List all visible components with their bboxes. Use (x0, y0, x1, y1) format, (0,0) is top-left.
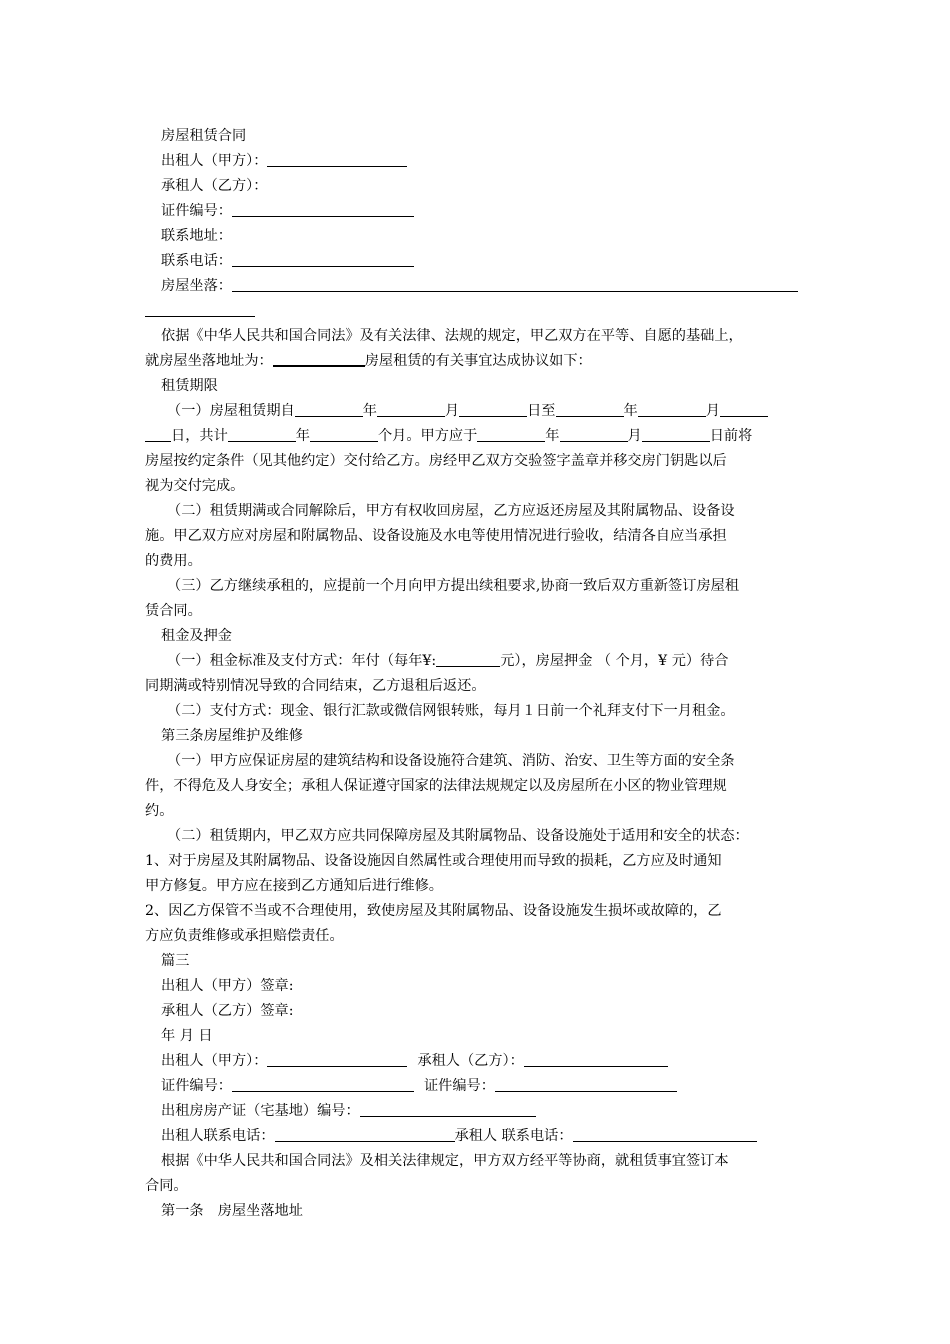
term-1-text-a: （一）房屋租赁期自 (167, 403, 295, 419)
address-bold-blank (273, 352, 365, 367)
article-one (145, 1199, 807, 1224)
party-id-label-1: 证件编号： (161, 1078, 232, 1094)
date-line (145, 1024, 807, 1049)
blank (275, 1126, 455, 1142)
blank (524, 1051, 668, 1067)
blank (228, 426, 296, 442)
month-label: 月 (444, 403, 460, 419)
blank (477, 426, 545, 442)
term-1-text-2a: 日，共计 (171, 428, 228, 444)
maint-2-line (145, 824, 807, 849)
parties-line (145, 1049, 807, 1074)
month-label: 月 (705, 403, 720, 419)
rent-2-text: （二）支付方式：现金、银行汇款或微信网银转账，每月１日前一个礼拜支付下一月租金。 (167, 703, 735, 719)
blank (459, 401, 527, 417)
article-one-heading: 第一条 房屋坐落地址 (161, 1203, 303, 1219)
law-text-2: 合同。 (145, 1178, 188, 1194)
contact-phones-line (145, 1124, 807, 1149)
blank (232, 1076, 414, 1092)
lessee-phone-label: 承租人 联系电话： (454, 1128, 573, 1144)
rent-blank (436, 651, 500, 667)
phone-blank (232, 251, 414, 267)
location-blank-2 (145, 301, 255, 317)
blank (145, 426, 171, 442)
blank (573, 1126, 757, 1142)
rent-2-line (145, 699, 807, 724)
sign-lessor-label: 出租人（甲方）签章: (161, 978, 294, 994)
location-line (145, 274, 807, 299)
intro-line-1 (145, 324, 807, 349)
term-3-text-2: 赁合同。 (145, 603, 202, 619)
location-label: 房屋坐落： (161, 278, 232, 294)
maint-1-line-2 (145, 774, 807, 799)
blank (720, 401, 768, 417)
section-term-heading: 租赁期限 (161, 378, 218, 394)
phone-line (145, 249, 807, 274)
term-2-text-3: 的费用。 (145, 553, 202, 569)
lessee-label: 承租人（乙方）： (161, 178, 268, 194)
term-1-line-1 (145, 399, 807, 424)
blank (310, 426, 378, 442)
location-blank-cont (145, 299, 807, 324)
year-label: 年 (545, 428, 560, 444)
address-line (145, 224, 807, 249)
rent-1-text-b: 元），房屋押金 （ 个月，¥ 元）待合 (500, 653, 729, 669)
id-line (145, 199, 807, 224)
section-term (145, 374, 807, 399)
section-maintenance-heading: 第三条房屋维护及维修 (161, 728, 303, 744)
month-label: 月 (627, 428, 642, 444)
blank (295, 401, 363, 417)
intro-text-2b: 房屋租赁的有关事宜达成协议如下： (364, 353, 592, 369)
law-text-1: 根据《中华人民共和国合同法》及相关法律规定，甲方双方经平等协商，就租赁事宜签订本 (161, 1153, 729, 1169)
year-label: 年 (623, 403, 638, 419)
sign-lessee-line (145, 999, 807, 1024)
intro-text-1: 依据《中华人民共和国合同法》及有关法律、法规的规定，甲乙双方在平等、自愿的基础上， (161, 328, 743, 344)
year-label: 年 (295, 428, 310, 444)
blank (360, 1101, 536, 1117)
cert-line (145, 1099, 807, 1124)
term-2-line-2 (145, 524, 807, 549)
rent-1-line-1 (145, 649, 807, 674)
maint-2-2-line-2 (145, 924, 807, 949)
section-rent (145, 624, 807, 649)
party-lessee-label: 承租人（乙方）： (417, 1053, 524, 1069)
blank (642, 426, 710, 442)
contract-title (145, 124, 807, 149)
year-label: 年 (362, 403, 377, 419)
rent-1-line-2 (145, 674, 807, 699)
maint-2-2-line-1 (145, 899, 807, 924)
lessor-blank (267, 151, 407, 167)
term-3-line-2 (145, 599, 807, 624)
term-1-line-4 (145, 474, 807, 499)
maint-2-1-text-2: 甲方修复。甲方应在接到乙方通知后进行维修。 (145, 878, 443, 894)
term-2-text-2: 施。甲乙双方应对房屋和附属物品、设备设施及水电等使用情况进行验收，结清各自应当承担 (145, 528, 727, 544)
to-label: 日至 (527, 403, 556, 419)
part-three (145, 949, 807, 974)
term-2-text-1: （二）租赁期满或合同解除后，甲方有权收回房屋，乙方应返还房屋及其附属物品、设备设 (167, 503, 735, 519)
sign-lessee-label: 承租人（乙方）签章: (161, 1003, 294, 1019)
blank (560, 426, 628, 442)
blank (267, 1051, 407, 1067)
lessor-label: 出租人（甲方）： (161, 153, 268, 169)
rent-1-text-a: （一）租金标准及支付方式：年付（每年¥: (167, 653, 437, 669)
cert-label: 出租房房产证（宅基地）编号： (161, 1103, 360, 1119)
law-line-2 (145, 1174, 807, 1199)
intro-line-2 (145, 349, 807, 374)
section-rent-heading: 租金及押金 (161, 628, 232, 644)
title-text: 房屋租赁合同 (161, 128, 247, 144)
maint-2-2-text-2: 方应负责维修或承担赔偿责任。 (145, 928, 344, 944)
id-blank (232, 201, 414, 217)
lessee-line (145, 174, 807, 199)
maint-2-1-line-1 (145, 849, 807, 874)
blank (377, 401, 445, 417)
intro-text-2a: 就房屋坐落地址为： (145, 353, 273, 369)
part-three-heading: 篇三 (161, 953, 190, 969)
party-id-label-2: 证件编号： (423, 1078, 495, 1094)
parties-id-line (145, 1074, 807, 1099)
term-1-text-3: 房屋按约定条件（见其他约定）交付给乙方。房经甲乙双方交验签字盖章并移交房门钥匙以后 (145, 453, 727, 469)
lessor-line (145, 149, 807, 174)
blank (638, 401, 706, 417)
maint-1-text-2: 件，不得危及人身安全；承租人保证遵守国家的法律法规规定以及房屋所在小区的物业管理规 (145, 778, 727, 794)
maint-2-text: （二）租赁期内，甲乙双方应共同保障房屋及其附属物品、设备设施处于适用和安全的状态： (167, 828, 749, 844)
maint-1-line-3 (145, 799, 807, 824)
term-1-line-3 (145, 449, 807, 474)
term-1-text-2b: 个月。甲方应于 (377, 428, 478, 444)
maint-2-1-text-1: 1、对于房屋及其附属物品、设备设施因自然属性或合理使用而导致的损耗，乙方应及时通知 (145, 853, 722, 869)
law-line-1 (145, 1149, 807, 1174)
contract-page (145, 124, 807, 1224)
address-label: 联系地址： (161, 228, 232, 244)
lessor-phone-label: 出租人联系电话： (161, 1128, 275, 1144)
section-maintenance (145, 724, 807, 749)
location-blank (232, 276, 798, 292)
term-1-line-2 (145, 424, 807, 449)
maint-2-1-line-2 (145, 874, 807, 899)
term-1-text-4: 视为交付完成。 (145, 478, 245, 494)
id-label: 证件编号： (161, 203, 232, 219)
sign-lessor-line (145, 974, 807, 999)
blank (556, 401, 624, 417)
party-lessor-label: 出租人（甲方）： (161, 1053, 268, 1069)
maint-1-text-1: （一）甲方应保证房屋的建筑结构和设备设施符合建筑、消防、治安、卫生等方面的安全条 (167, 753, 735, 769)
maint-2-2-text-1: 2、因乙方保管不当或不合理使用，致使房屋及其附属物品、设备设施发生损坏或故障的，乙 (145, 903, 722, 919)
term-2-line-3 (145, 549, 807, 574)
maint-1-line-1 (145, 749, 807, 774)
date-label: 年 月 日 (161, 1028, 213, 1044)
term-1-text-2c: 日前将 (709, 428, 753, 444)
term-3-line-1 (145, 574, 807, 599)
term-2-line-1 (145, 499, 807, 524)
maint-1-text-3: 约。 (145, 803, 174, 819)
term-3-text-1: （三）乙方继续承租的，应提前一个月向甲方提出续租要求,协商一致后双方重新签订房屋租 (167, 578, 740, 594)
blank (495, 1076, 677, 1092)
phone-label: 联系电话： (161, 253, 232, 269)
rent-1-text-2: 同期满或特别情况导致的合同结束，乙方退租后返还。 (145, 678, 486, 694)
